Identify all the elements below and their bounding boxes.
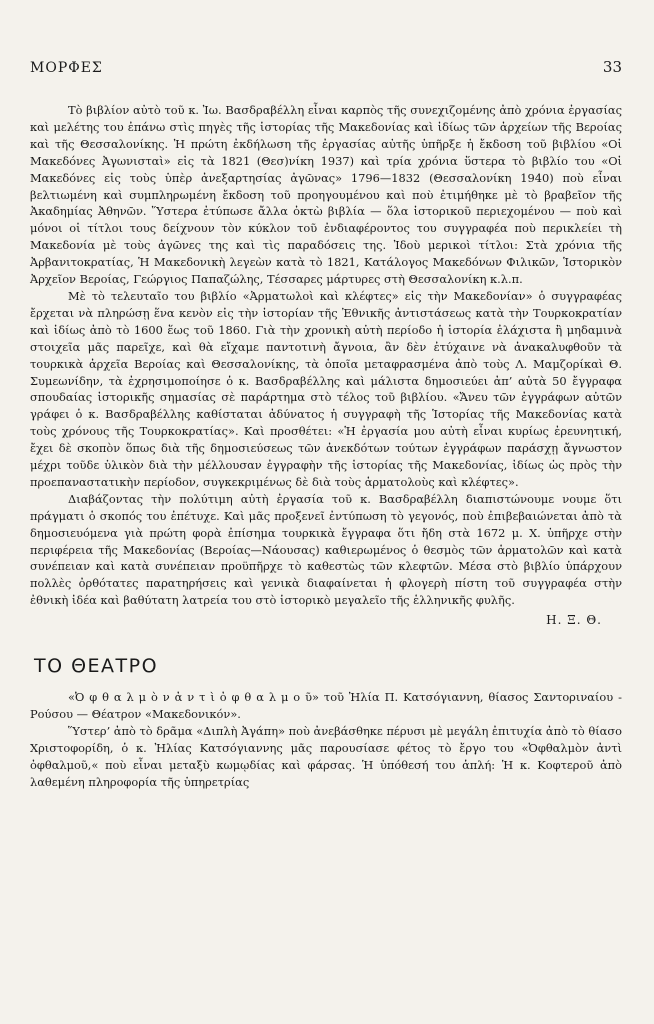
book-review bbox=[30, 102, 622, 627]
theatre-paragraph-1: «Ὀ φ θ α λ μ ὸ ν ἀ ν τ ὶ ὀ φ θ α λ μ ο ῦ» τοῦ Ἠλία Π. Κατσόγιαννη, θίασος Σαντοριναίου - Ρούσου — Θέατρον «Μακεδονικόν». bbox=[30, 690, 622, 722]
running-head bbox=[30, 58, 622, 76]
review-paragraph-1: Τὸ βιβλίον αὐτὸ τοῦ κ. Ἰω. Βασδραβέλλη εἶναι καρπὸς τῆς συνεχιζομένης ἀπὸ χρόνια ἐργασίας καὶ μελέτης του ἐπάνω στὶς πηγὲς τῆς ἱστορίας τῆς Μακεδονίας καὶ ἰδίως τῶν ἀρχείων τῆς Βεροίας καὶ τῆς Θεσσαλονίκης. Ἡ πρώτη ἐκδήλωση τῆς ἐργασίας αὐτῆς ὑπῆρξε ἡ ἔκδοση τοῦ βιβλίου «Οἱ Μακεδόνες Ἀγωνισταὶ» εἰς τὰ 1821 (Θεσ)νίκη 1937) καὶ τρία χρόνια ὕστερα τὸ βιβλίο του «Οἱ Μακεδόνες εἰς τοὺς ὑπὲρ ἀνεξαρτησίας ἀγῶνας» 1796—1832 (Θεσσαλονίκη 1940) ποὺ εἶναι βελτιωμένη καὶ συμπληρωμένη ἔκδοση τοῦ προηγουμένου καὶ ποὺ ἐτιμήθηκε μὲ τὸ βραβεῖον τῆς Ἀκαδημίας Ἀθηνῶν. Ὕστερα ἐτύπωσε ἄλλα ὀκτὼ βιβλία — ὅλα ἱστορικοῦ περιεχομένου — ποὺ καὶ μόνοι οἱ τίτλοι τους δείχνουν τὸν κύκλον τοῦ ἐνδιαφέροντος του συγγραφέα ποὺ περικλείει τὴ Μακεδονία μὲ τοὺς ἀγῶνες της καὶ τὶς παραδόσεις της. Ἰδοὺ μερικοὶ τίτλοι: Στὰ χρόνια τῆς Ἀρβανιτοκρατίας, Ἡ Μακεδονικὴ λεγεὼν κατὰ τὸ 1821, Κατάλογος Μακεδόνων Φιλικῶν, Ἱστορικὸν Ἀρχεῖον Βεροίας, Γεώργιος Παπαζώλης, Τέσσαρες μάρτυρες στὴ Θεσσαλονίκη κ.λ.π. bbox=[30, 103, 622, 287]
page bbox=[30, 58, 622, 791]
review-paragraph-3: Διαβάζοντας τὴν πολύτιμη αὐτὴ ἐργασία τοῦ κ. Βασδραβέλλη διαπιστώνουμε νουμε ὅτι πράγματι ὁ σκοπός του ἐπέτυχε. Καὶ μᾶς προξενεῖ ἐντύπωση τὸ γεγονός, ποὺ ἐπιβεβαιώνεται ἀπὸ τὰ δημοσιευόμενα γιὰ πρώτη φορὰ ἐπίσημα τουρκικὰ ἔγγραφα ὅτι ἤδη στὰ 1672 μ. Χ. ὑπῆρχε στὴν περιφέρεια τῆς Μακεδονίας (Βεροίας—Νάουσας) καθιερωμένος ὁ θεσμὸς τῶν ἁρματολῶν καὶ κατὰ συνέπειαν καὶ κατὰ συνέπειαν προϋπῆρχε τὸ καθεστὼς τῶν κλεφτῶν. Μέσα στὸ βιβλίο ὑπάρχουν πολλὲς ὀρθότατες παρατηρήσεις καὶ γενικὰ διαφαίνεται ἡ φλογερὴ πίστη τοῦ συγγραφέα στὴν ἐθνικὴ ἰδέα καὶ βαθύτατη λατρεία του στὸ ἱστορικὸ μεγαλεῖο τῆς ἑλληνικῆς φυλῆς. bbox=[30, 491, 622, 608]
page-number: 33 bbox=[602, 58, 622, 76]
theatre-section bbox=[30, 689, 622, 790]
theatre-paragraph-2: Ὕστερ’ ἀπὸ τὸ δρᾶμα «Διπλὴ Ἀγάπη» ποὺ ἀνεβάσθηκε πέρυσι μὲ μεγάλη ἐπιτυχία ἀπὸ τὸ θίασο Χριστοφορίδη, ὁ κ. Ἠλίας Κατσόγιαννης μᾶς παρουσίασε φέτος τὸ ἔργο του «Ὀφθαλμὸν ἀντὶ ὀφθαλμοῦ,« ποὺ εἶναι μεταξὺ κωμῳδίας καὶ φάρσας. Ἡ ὑπόθεσή του ἁπλή: Ἡ κ. Κοφτεροῦ ἀπὸ λαθεμένη πληροφορία τῆς ὑπηρετρίας bbox=[30, 724, 622, 789]
magazine-title: ΜΟΡΦΕΣ bbox=[30, 60, 103, 76]
review-signature: Η. Ξ. Θ. bbox=[546, 613, 602, 628]
section-title-theatre: ΤΟ ΘΕΑΤΡΟ bbox=[34, 655, 159, 678]
review-paragraph-2: Μὲ τὸ τελευταῖο του βιβλίο «Ἀρματωλοὶ καὶ κλέφτες» εἰς τὴν Μακεδονίαν» ὁ συγγραφέας ἔρχεται νὰ πληρώσῃ ἕνα κενὸν εἰς τὴν ἱστορίαν τῆς Ἐθνικῆς ἀντιστάσεως κατὰ τὴν Τουρκοκρατίαν καὶ ἰδίως ἀπὸ τὸ 1600 ἕως τοῦ 1860. Γιὰ τὴν χρονικὴ αὐτὴ περίοδο ἡ ἱστορία ἐλάχιστα ἢ μηδαμινὰ στοιχεῖα μᾶς παρεῖχε, καὶ θὰ εἴχαμε παντοτινὴ ἄγνοια, ἂν δὲν ἐτύχαινε νὰ ἀνακαλυφθοῦν τὰ τουρκικὰ ἀρχεῖα Βεροίας καὶ Θεσσαλονίκης, τὰ ὁποῖα μεταφρασμένα ἀπὸ τοὺς Λ. Μαμζορίκαὶ Θ. Συμεωνίδην, τὰ ἐχρησιμοποίησε ὁ κ. Βασδραβέλλης καὶ μάλιστα δημοσιεύει ἀπ’ αὐτὰ 50 ἔγγραφα σπουδαίας ἱστορικῆς σημασίας σὲ παράρτημα στὸ τέλος τοῦ βιβλίου. «Ἄνευ τῶν ἐγγράφων αὐτῶν γράφει ὁ κ. Βασδραβέλλης καθίσταται ἀδύνατος ἡ συγγραφὴ τῆς Ἱστορίας τῆς Μακεδονίας κατὰ τοὺς χρόνους τῆς Τουρκοκρατίας». Καὶ προσθέτει: «Ἡ ἐργασία μου αὐτὴ εἶναι κυρίως ἐρευνητική, ἔχει δὲ σκοπὸν ὅπως διὰ τῆς δημοσιεύσεως τῶν ἀνεκδότων τούτων ἐγγράφων παράσχῃ ἄγνωστον μέχρι τοῦδε ὑλικὸν διὰ τὴν μέλλουσαν ἐγγραφὴν τῆς ἱστορίας τῆς Μακεδονίας, ἰδίως ὡς πρὸς τὴν προεπαναστατικὴν περίοδον, συγκεκριμένως δὲ διὰ τοὺς ἁρματολοὺς καὶ κλέφτες». bbox=[30, 288, 622, 489]
